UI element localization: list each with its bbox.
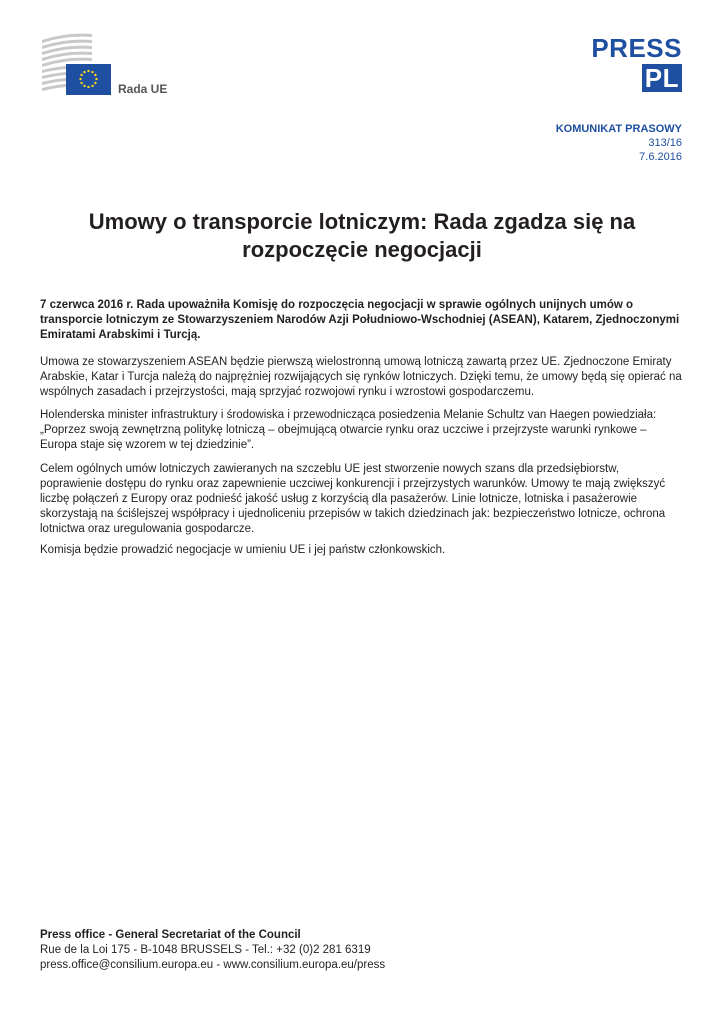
footer-address: Rue de la Loi 175 - B-1048 BRUSSELS - Tel.: +32 (0)2 281 6319 bbox=[40, 944, 371, 956]
document-type: KOMUNIKAT PRASOWY bbox=[555, 123, 682, 135]
body-paragraph: Komisja będzie prowadzić negocjacje w umieniu UE i jej państw członkowskich. bbox=[40, 544, 446, 556]
press-badge bbox=[572, 35, 682, 92]
document-number: 313/16 bbox=[648, 137, 682, 149]
eu-flag-icon bbox=[66, 64, 111, 95]
lead-paragraph: 7 czerwca 2016 r. Rada upoważniła Komisję do rozpoczęcia negocjacji w sprawie ogólnych unijnych umów o transporcie lotniczym ze Stowarzyszeniem Narodów Azji Południowo-Wschodniej (ASEAN), Katarem, Zjednoczonymi Emiratami Arabskimi i Turcją. bbox=[40, 299, 680, 341]
organization-name: Rada UE bbox=[118, 82, 168, 96]
footer-contact: press.office@consilium.europa.eu - www.consilium.europa.eu/press bbox=[40, 959, 386, 971]
body-paragraph: Holenderska minister infrastruktury i środowiska i przewodnicząca posiedzenia Melanie Schultz van Haegen powiedziała: „Poprzez swoją zewnętrzną politykę lotniczą – obejmującą otwarcie rynku oraz uczciwe i przejrzyste warunki rynkowe – Europa staje się wzorem w tej dziedzinie”. bbox=[40, 409, 657, 451]
press-label: PRESS bbox=[591, 33, 682, 63]
body-paragraph: Umowa ze stowarzyszeniem ASEAN będzie pierwszą wielostronną umową lotniczą zawartą przez UE. Zjednoczone Emiraty Arabskie, Katar i Turcja należą do najprężniej rozwijających się rynków lotniczych. Dzięki temu, że umowy będą się opierać na wspólnych zasadach i przejrzystości, mają sprzyjać rozwojowi rynku i wzrostowi gospodarczemu. bbox=[40, 356, 682, 398]
body-paragraph: Celem ogólnych umów lotniczych zawieranych na szczeblu UE jest stworzenie nowych szans dla przedsiębiorstw, poprawienie dostępu do rynku oraz zapewnienie uczciwej konkurencji i przejrzystych warunków. Umowy te mają zwiększyć liczbę połączeń z Europy oraz podnieść jakość usług z korzyścią dla pasażerów. Linie lotnicze, lotniska i pasażerowie skorzystają na ściślejszej współpracy i ujednoliceniu przepisów w takich dziedzinach jak: bezpieczeństwo lotnicze, ochrona lotnictwa oraz uregulowania gospodarcze. bbox=[40, 463, 666, 535]
footer-title: Press office - General Secretariat of the Council bbox=[40, 929, 301, 941]
document-date: 7.6.2016 bbox=[639, 151, 682, 163]
page-title: Umowy o transporcie lotniczym: Rada zgadza się na rozpoczęcie negocjacji bbox=[88, 209, 636, 262]
document-meta bbox=[556, 122, 682, 164]
footer bbox=[40, 928, 684, 973]
language-badge: PL bbox=[642, 64, 682, 92]
